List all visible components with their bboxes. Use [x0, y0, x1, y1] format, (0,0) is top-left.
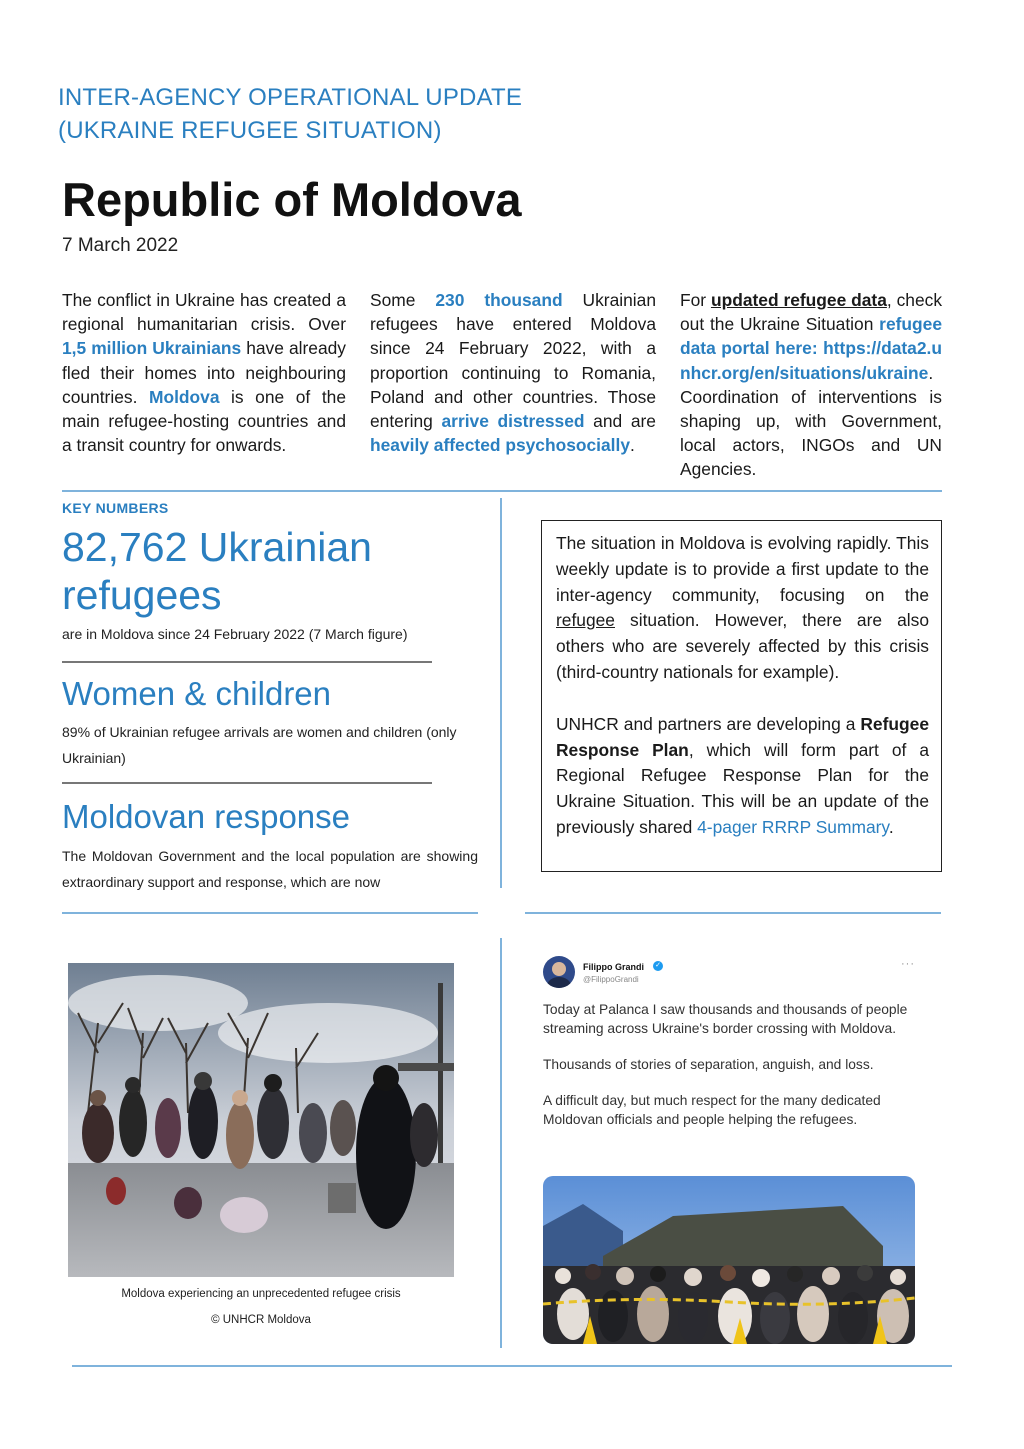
- tweet-author-name: Filippo Grandi: [583, 962, 644, 972]
- data-portal-link[interactable]: https://data2.unhcr.org/en/situations/ukraine: [680, 338, 942, 383]
- info-bold: Refugee Response Plan: [556, 713, 929, 760]
- tweet-paragraph: A difficult day, but much respect for the many dedicated Moldovan officials and people helping the refugees.: [543, 1093, 881, 1127]
- intro-text: is one of the main refugee-hosting countries and a transit country for onwards.: [62, 386, 346, 456]
- tweet-paragraph: Today at Palanca I saw thousands and thousands of people streaming across Ukraine's border crossing with Moldova.: [543, 1002, 908, 1036]
- intro-highlight: refugee data portal here:: [680, 314, 942, 359]
- key-number-refugees: 82,762 Ukrainian refugees: [62, 524, 372, 618]
- avatar: [543, 956, 575, 988]
- intro-text: and are: [584, 411, 656, 432]
- intro-text: have already fled their homes into neighbouring countries.: [62, 338, 346, 407]
- info-text: The situation in Moldova is evolving rapidly. This weekly update is to provide a first update to the inter-agency community, focusing on the: [556, 533, 929, 605]
- info-text: , which will form part of a Regional Refugee Response Plan for the Ukraine Situation. This will be an update of the previously shared: [556, 739, 929, 837]
- embedded-tweet: [541, 950, 921, 1350]
- column-divider: [500, 498, 502, 888]
- key-numbers-divider: [62, 782, 432, 784]
- intro-text: For: [680, 290, 711, 310]
- intro-text: Ukrainian refugees have entered Moldova since 24 February 2022, with a proportion continuing to Romania, Poland and other countries. Those entering: [370, 290, 656, 432]
- page-footer-rule: [72, 1365, 952, 1367]
- verified-badge-icon: ✓: [653, 961, 663, 971]
- intro-column-1: [62, 288, 346, 457]
- tweet-photo: [543, 1176, 915, 1344]
- intro-column-3: [680, 288, 942, 482]
- photo-credit: © UNHCR Moldova: [211, 1314, 311, 1326]
- intro-text: . Coordination of interventions is shaping up, with Government, local actors, INGOs and UN Agencies.: [680, 362, 942, 480]
- intro-highlight: 230 thousand: [435, 290, 563, 310]
- intro-text: , check out the Ukraine Situation: [680, 290, 943, 335]
- women-children-heading: Women & children: [62, 675, 332, 712]
- moldovan-response-heading: Moldovan response: [62, 798, 351, 835]
- intro-text: .: [630, 435, 635, 456]
- photo-caption: Moldova experiencing an unprecedented refugee crisis: [121, 1288, 401, 1300]
- info-box-paragraph: [556, 712, 929, 841]
- info-text: UNHCR and partners are developing a: [556, 713, 861, 734]
- page-title: Republic of Moldova: [62, 173, 522, 226]
- section-divider: [62, 490, 942, 492]
- section-divider: [525, 912, 941, 914]
- column-divider: [500, 938, 502, 1348]
- more-options-icon: ···: [901, 958, 915, 970]
- info-box: [541, 520, 942, 872]
- key-numbers-divider: [62, 661, 432, 663]
- key-number-note: are in Moldova since 24 February 2022 (7 March figure): [62, 626, 408, 642]
- intro-column-2: [370, 288, 656, 457]
- intro-highlight: heavily affected psychosocially: [370, 435, 631, 456]
- rrrp-summary-link[interactable]: 4-pager RRRP Summary: [697, 816, 889, 837]
- refugee-crowd-illustration: [68, 963, 454, 1277]
- info-box-paragraph: [556, 531, 929, 686]
- intro-highlight: arrive distressed: [441, 411, 585, 432]
- tweet-author-handle: @FilippoGrandi: [583, 975, 639, 984]
- tweet-text: [543, 1000, 923, 1146]
- info-text: situation. However, there are also others who are severely affected by this crisis (third-country nationals for example).: [556, 610, 929, 682]
- section-divider: [62, 912, 478, 914]
- intro-highlight: 1,5 million Ukrainians: [62, 338, 242, 359]
- page-date: 7 March 2022: [62, 235, 179, 256]
- avatar-illustration: [543, 956, 575, 988]
- header-title-line-2: (UKRAINE REFUGEE SITUATION): [58, 117, 442, 144]
- moldovan-response-text: The Moldovan Government and the local population are showing extraordinary support and response, which are now: [62, 848, 478, 890]
- intro-highlight: Moldova: [148, 386, 220, 407]
- key-numbers-label: KEY NUMBERS: [62, 500, 169, 516]
- tweet-paragraph: Thousands of stories of separation, anguish, and loss.: [543, 1057, 874, 1072]
- header-title-line-1: INTER-AGENCY OPERATIONAL UPDATE: [58, 84, 523, 111]
- info-text: .: [888, 816, 894, 837]
- info-underlined: refugee: [556, 610, 615, 631]
- intro-text: The conflict in Ukraine has created a regional humanitarian crisis. Over: [62, 290, 346, 335]
- intro-underlined: updated refugee data: [710, 290, 887, 310]
- border-crossing-illustration: [543, 1176, 915, 1344]
- women-children-text: 89% of Ukrainian refugee arrivals are women and children (only Ukrainian): [62, 724, 457, 766]
- refugee-crowd-photo: [68, 963, 454, 1277]
- intro-text: Some: [370, 290, 436, 310]
